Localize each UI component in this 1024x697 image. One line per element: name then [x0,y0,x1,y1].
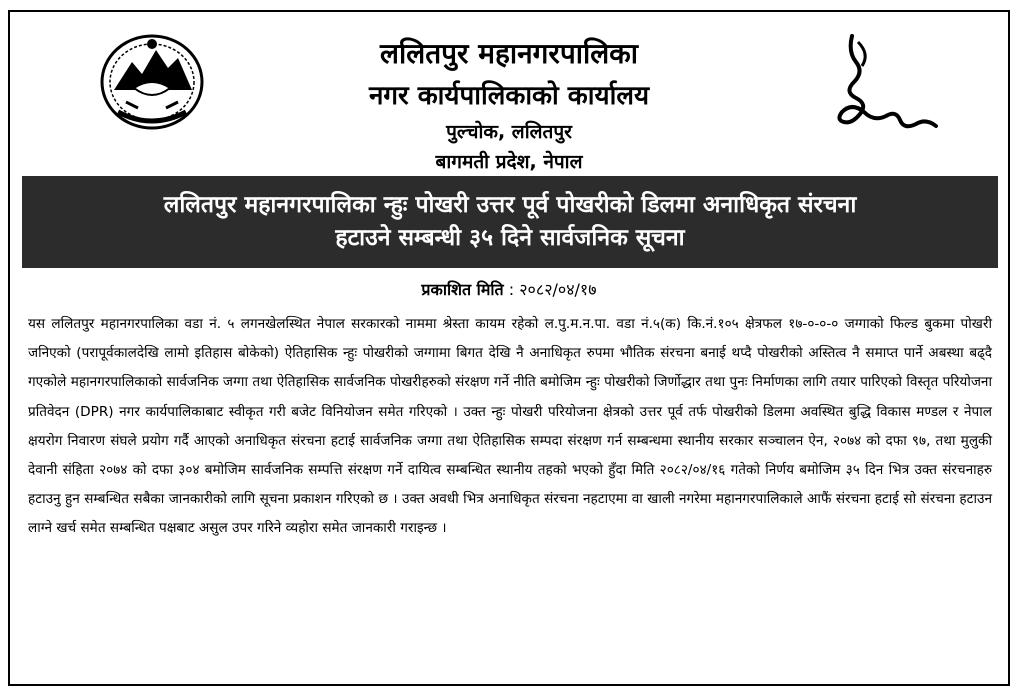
office-location: पुल्चोक, ललितपुर [446,121,572,143]
notice-title-line-2: हटाउने सम्बन्धी ३५ दिने सार्वजनिक सूचना [335,225,685,251]
publication-date [10,278,1008,300]
publication-date-label: प्रकाशित मिति [421,280,504,299]
notice-title-banner [22,176,998,268]
publication-date-separator: : [508,280,515,299]
office-name: नगर कार्यपालिकाको कार्यालय [368,81,650,111]
notice-frame [8,10,1010,686]
notice-body: यस ललितपुर महानगरपालिका वडा नं. ५ लगनखेलस्थित नेपाल सरकारको नाममा श्रेस्ता कायम रहेको ल.पु.म.न.पा. वडा नं.५(क) कि.नं.१०५ क्षेत्रफल १७-०-०-० जग्गाको फिल्ड बुकमा पोखरी जनिएको (परापूर्वकालदेखि लामो इतिहास बोकेको) ऐतिहासिक न्हुः पोखरीको जग्गामा बिगत देखि नै अनाधिकृत रुपमा भौतिक संरचना बनाई थप्दै पोखरीको अस्तित्व नै समाप्त पार्ने अबस्था बढ्दै गएकोले महानगरपालिकाको सार्वजनिक जग्गा तथा ऐतिहासिक सार्वजनिक पोखरीहरुको संरक्षण गर्ने नीति बमोजिम न्हुः पोखरीको जिर्णोद्धार तथा पुनः निर्माणका लागि तयार पारिएको विस्तृत परियोजना प्रतिवेदन (DPR) नगर कार्यपालिकाबाट स्वीकृत गरी बजेट विनियोजन समेत गरिएको । उक्त न्हुः पोखरी परियोजना क्षेत्रको उत्तर पूर्व तर्फ पोखरीको डिलमा अवस्थित बुद्धि विकास मण्डल र नेपाल क्षयरोग निवारण संघले प्रयोग गर्दै आएको अनाधिकृत संरचना हटाई सार्वजनिक जग्गा तथा ऐतिहासिक सम्पदा संरक्षण गर्न सम्बन्धमा स्थानीय सरकार सञ्चालन ऐन, २०७४ को दफा ९७, तथा मुलुकी देवानी संहिता २०७४ को दफा ३०४ बमोजिम सार्वजनिक सम्पत्ति संरक्षण गर्ने दायित्व सम्बन्धित स्थानीय तहको भएको हुँदा मिति २०८२/०४/१६ गतेको निर्णय बमोजिम ३५ दिन भित्र उक्त संरचनाहरु हटाउनु हुन सम्बन्धित सबैका जानकारीको लागि सूचना प्रकाशन गरिएको छ । उक्त अवधी भित्र अनाधिकृत संरचना नहटाएमा वा खाली नगरेमा महानगरपालिकाले आफैं संरचना हटाई सो संरचना हटाउन लाग्ने खर्च समेत सम्बन्धित पक्षबाट असुल उपर गरिने व्यहोरा समेत जानकारी गराइन्छ । [28,316,992,537]
publication-date-value: २०८२/०४/१७ [519,280,597,299]
org-name: ललितपुर महानगरपालिका [379,37,639,70]
signature-icon [830,32,940,142]
notice-title-line-1: ललितपुर महानगरपालिका न्हुः पोखरी उत्तर पूर्व पोखरीको डिलमा अनाधिकृत संरचना [163,191,857,218]
notice-header [10,12,1008,172]
office-province: बागमती प्रदेश, नेपाल [435,151,583,173]
